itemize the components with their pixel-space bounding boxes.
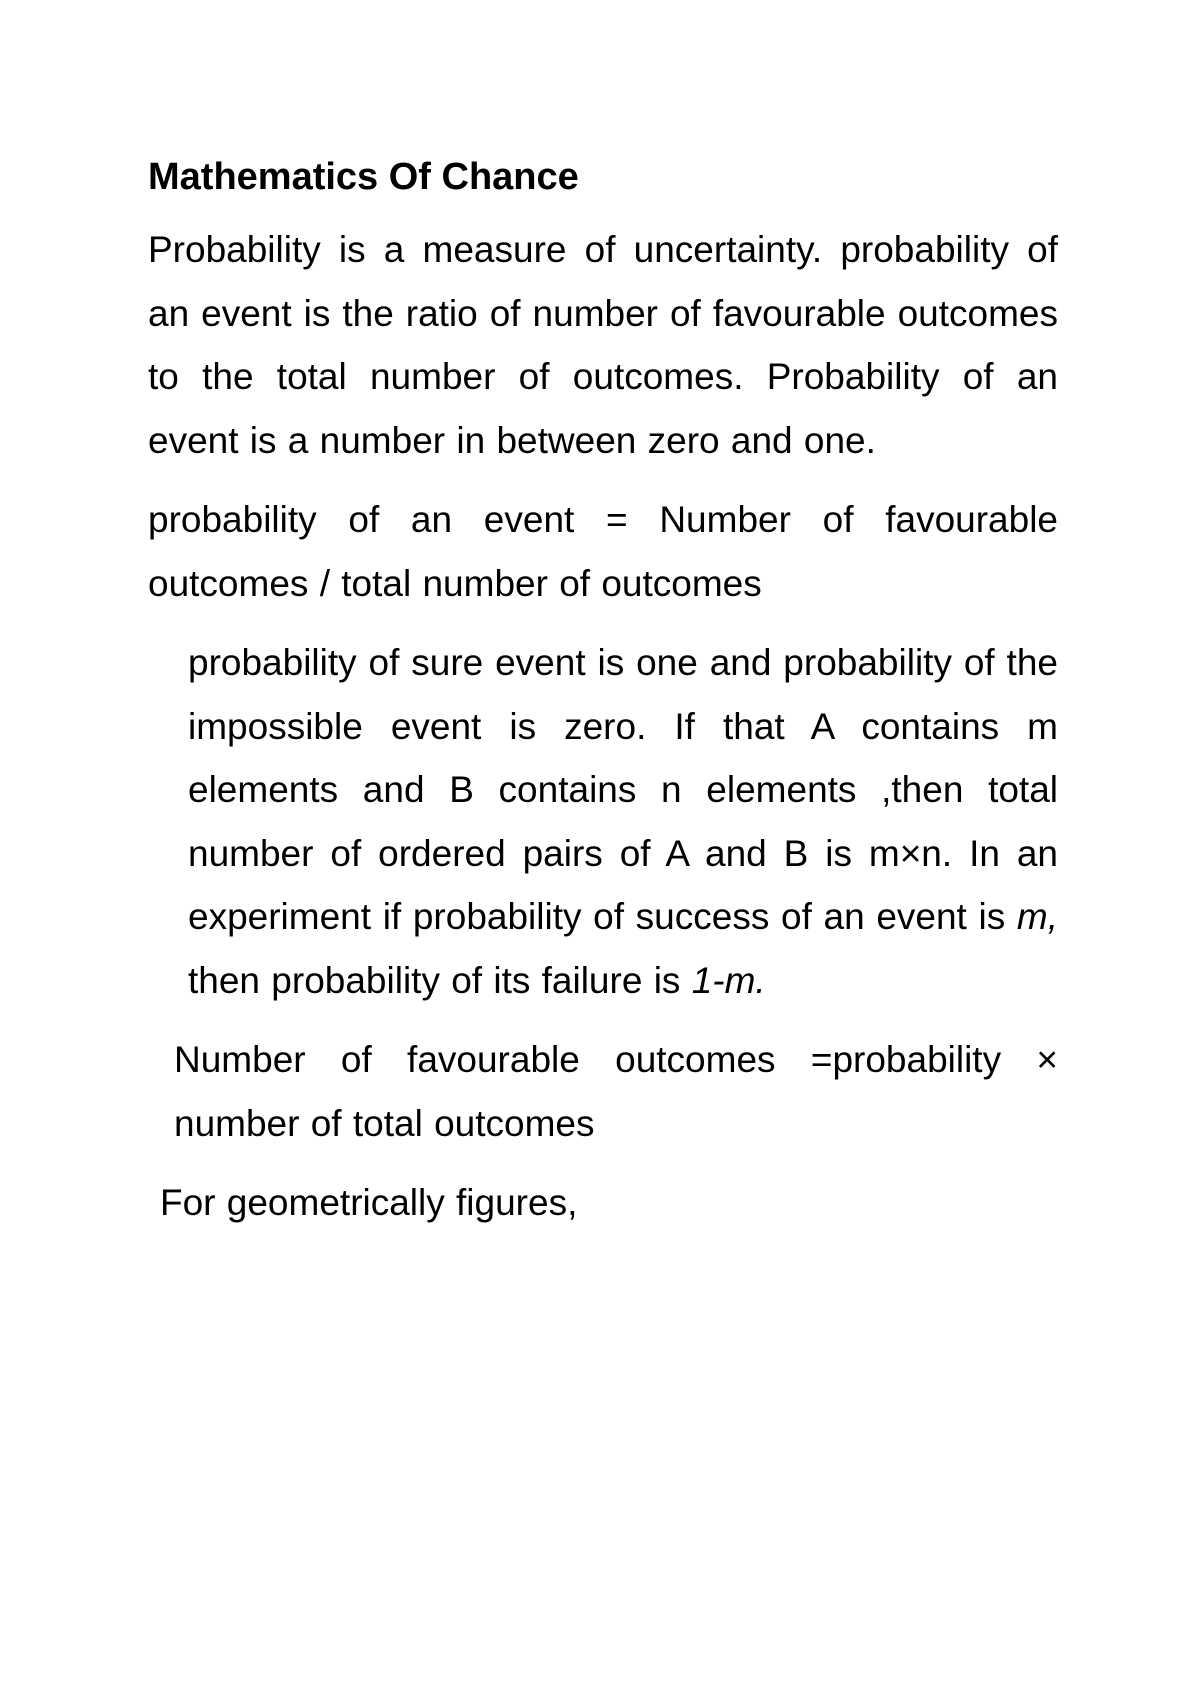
paragraph-favourable-outcomes: Number of favourable outcomes =probability × number of total outcomes: [174, 1039, 1058, 1144]
document-title: Mathematics Of Chance: [148, 156, 579, 198]
paragraph-text: then probability of its failure is: [188, 959, 692, 1001]
paragraph-text: probability of sure event is one and probability of the impossible event is zero. If that A contains m elements and B contains n elements ,then total number of ordered pairs of A and B is m×n. In an experiment if probability of success of an event is: [188, 642, 1058, 937]
paragraph-definition: Probability is a measure of uncertainty. probability of an event is the ratio of number of favourable outcomes to the total number of outcomes. Probability of an event is a number in between zero and one.: [148, 229, 1058, 461]
paragraph-formula: probability of an event = Number of favourable outcomes / total number of outcomes: [148, 499, 1058, 604]
document-page: [148, 150, 1058, 1251]
paragraph-geometric: For geometrically figures,: [160, 1182, 578, 1223]
paragraph-sure-impossible: [148, 631, 1058, 1012]
success-variable: m,: [1016, 896, 1058, 937]
failure-expression: 1-m.: [691, 959, 766, 1001]
